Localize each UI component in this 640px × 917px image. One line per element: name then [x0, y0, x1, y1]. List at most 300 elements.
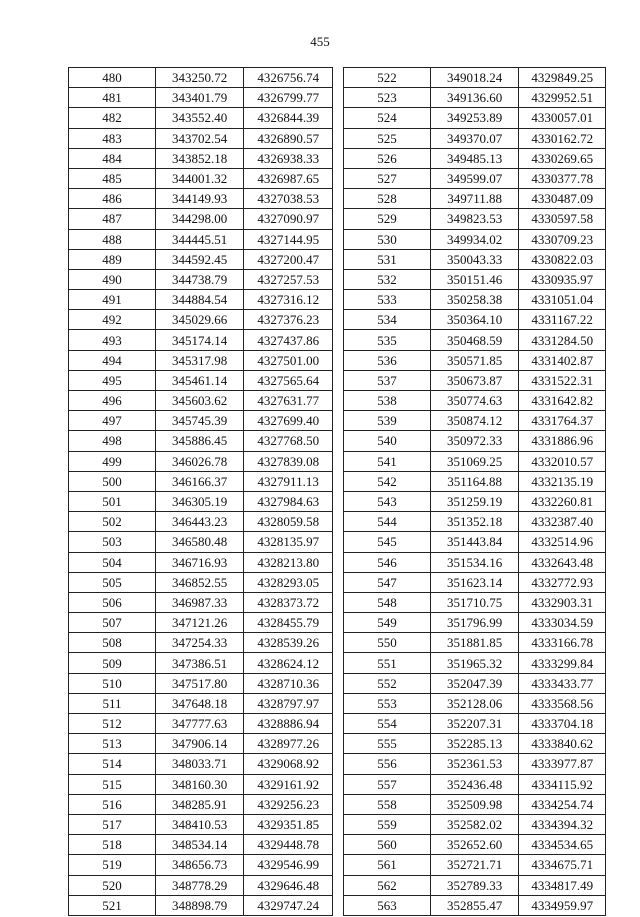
point-number-cell: 541 — [344, 451, 431, 471]
x-coordinate-cell: 348033.71 — [155, 754, 243, 774]
x-coordinate-cell: 351259.19 — [430, 491, 518, 511]
table-row — [69, 835, 333, 855]
y-coordinate-cell: 4328977.26 — [244, 734, 333, 754]
y-coordinate-cell: 4328213.80 — [244, 552, 333, 572]
x-coordinate-cell: 352285.13 — [430, 734, 518, 754]
point-number-cell: 496 — [69, 391, 156, 411]
y-coordinate-cell: 4330162.72 — [519, 128, 606, 148]
point-number-cell: 502 — [69, 512, 156, 532]
point-number-cell: 534 — [344, 310, 431, 330]
table-row — [69, 794, 333, 814]
table-row — [344, 148, 606, 168]
point-number-cell: 557 — [344, 774, 431, 794]
point-number-cell: 551 — [344, 653, 431, 673]
y-coordinate-cell: 4332643.48 — [519, 552, 606, 572]
y-coordinate-cell: 4327565.64 — [244, 370, 333, 390]
y-coordinate-cell: 4326756.74 — [244, 68, 333, 88]
table-row — [344, 128, 606, 148]
point-number-cell: 483 — [69, 128, 156, 148]
point-number-cell: 506 — [69, 592, 156, 612]
x-coordinate-cell: 350774.63 — [430, 391, 518, 411]
y-coordinate-cell: 4329161.92 — [244, 774, 333, 794]
x-coordinate-cell: 350972.33 — [430, 431, 518, 451]
x-coordinate-cell: 343401.79 — [155, 88, 243, 108]
y-coordinate-cell: 4329351.85 — [244, 814, 333, 834]
point-number-cell: 488 — [69, 229, 156, 249]
point-number-cell: 505 — [69, 572, 156, 592]
point-number-cell: 516 — [69, 794, 156, 814]
point-number-cell: 530 — [344, 229, 431, 249]
table-row — [344, 68, 606, 88]
x-coordinate-cell: 352436.48 — [430, 774, 518, 794]
x-coordinate-cell: 350258.38 — [430, 290, 518, 310]
y-coordinate-cell: 4331167.22 — [519, 310, 606, 330]
point-number-cell: 511 — [69, 693, 156, 713]
x-coordinate-cell: 347121.26 — [155, 613, 243, 633]
point-number-cell: 491 — [69, 290, 156, 310]
x-coordinate-cell: 345603.62 — [155, 391, 243, 411]
x-coordinate-cell: 345886.45 — [155, 431, 243, 451]
x-coordinate-cell: 344298.00 — [155, 209, 243, 229]
y-coordinate-cell: 4331886.96 — [519, 431, 606, 451]
x-coordinate-cell: 352361.53 — [430, 754, 518, 774]
y-coordinate-cell: 4330935.97 — [519, 269, 606, 289]
x-coordinate-cell: 344149.93 — [155, 189, 243, 209]
y-coordinate-cell: 4331642.82 — [519, 391, 606, 411]
x-coordinate-cell: 348534.14 — [155, 835, 243, 855]
table-row — [69, 88, 333, 108]
point-number-cell: 518 — [69, 835, 156, 855]
point-number-cell: 507 — [69, 613, 156, 633]
table-row — [344, 613, 606, 633]
point-number-cell: 560 — [344, 835, 431, 855]
table-row — [69, 653, 333, 673]
point-number-cell: 517 — [69, 814, 156, 834]
table-row — [69, 310, 333, 330]
y-coordinate-cell: 4333166.78 — [519, 633, 606, 653]
y-coordinate-cell: 4330709.23 — [519, 229, 606, 249]
point-number-cell: 555 — [344, 734, 431, 754]
point-number-cell: 509 — [69, 653, 156, 673]
x-coordinate-cell: 351443.84 — [430, 532, 518, 552]
y-coordinate-cell: 4334817.49 — [519, 875, 606, 895]
y-coordinate-cell: 4331522.31 — [519, 370, 606, 390]
table-row — [344, 471, 606, 491]
table-row — [344, 633, 606, 653]
table-row — [69, 411, 333, 431]
y-coordinate-cell: 4327257.53 — [244, 269, 333, 289]
y-coordinate-cell: 4334115.92 — [519, 774, 606, 794]
point-number-cell: 523 — [344, 88, 431, 108]
point-number-cell: 527 — [344, 168, 431, 188]
y-coordinate-cell: 4329448.78 — [244, 835, 333, 855]
y-coordinate-cell: 4327376.23 — [244, 310, 333, 330]
x-coordinate-cell: 347254.33 — [155, 633, 243, 653]
table-row — [344, 532, 606, 552]
x-coordinate-cell: 352047.39 — [430, 673, 518, 693]
point-number-cell: 544 — [344, 512, 431, 532]
y-coordinate-cell: 4331402.87 — [519, 350, 606, 370]
table-row — [344, 754, 606, 774]
y-coordinate-cell: 4327839.08 — [244, 451, 333, 471]
x-coordinate-cell: 349823.53 — [430, 209, 518, 229]
point-number-cell: 497 — [69, 411, 156, 431]
y-coordinate-cell: 4331051.04 — [519, 290, 606, 310]
x-coordinate-cell: 348410.53 — [155, 814, 243, 834]
x-coordinate-cell: 350571.85 — [430, 350, 518, 370]
y-coordinate-cell: 4329546.99 — [244, 855, 333, 875]
y-coordinate-cell: 4327200.47 — [244, 249, 333, 269]
y-coordinate-cell: 4329849.25 — [519, 68, 606, 88]
x-coordinate-cell: 343852.18 — [155, 148, 243, 168]
y-coordinate-cell: 4328710.36 — [244, 673, 333, 693]
table-row — [344, 229, 606, 249]
point-number-cell: 563 — [344, 895, 431, 915]
point-number-cell: 482 — [69, 108, 156, 128]
y-coordinate-cell: 4328797.97 — [244, 693, 333, 713]
x-coordinate-cell: 348160.30 — [155, 774, 243, 794]
table-row — [69, 572, 333, 592]
x-coordinate-cell: 352582.02 — [430, 814, 518, 834]
y-coordinate-cell: 4329646.48 — [244, 875, 333, 895]
table-row — [344, 370, 606, 390]
y-coordinate-cell: 4334534.65 — [519, 835, 606, 855]
y-coordinate-cell: 4332260.81 — [519, 491, 606, 511]
table-row — [69, 592, 333, 612]
point-number-cell: 552 — [344, 673, 431, 693]
table-row — [344, 794, 606, 814]
table-row — [344, 209, 606, 229]
x-coordinate-cell: 349711.88 — [430, 189, 518, 209]
table-row — [344, 108, 606, 128]
table-row — [69, 168, 333, 188]
x-coordinate-cell: 349599.07 — [430, 168, 518, 188]
x-coordinate-cell: 343552.40 — [155, 108, 243, 128]
x-coordinate-cell: 352652.60 — [430, 835, 518, 855]
y-coordinate-cell: 4334394.32 — [519, 814, 606, 834]
table-row — [344, 88, 606, 108]
table-row — [344, 895, 606, 915]
point-number-cell: 540 — [344, 431, 431, 451]
table-body-right — [344, 68, 606, 916]
point-number-cell: 490 — [69, 269, 156, 289]
point-number-cell: 524 — [344, 108, 431, 128]
table-row — [344, 290, 606, 310]
table-row — [344, 168, 606, 188]
x-coordinate-cell: 345029.66 — [155, 310, 243, 330]
y-coordinate-cell: 4330822.03 — [519, 249, 606, 269]
table-row — [344, 714, 606, 734]
point-number-cell: 514 — [69, 754, 156, 774]
table-row — [69, 774, 333, 794]
y-coordinate-cell: 4329068.92 — [244, 754, 333, 774]
x-coordinate-cell: 352855.47 — [430, 895, 518, 915]
x-coordinate-cell: 348898.79 — [155, 895, 243, 915]
point-number-cell: 495 — [69, 370, 156, 390]
table-row — [69, 189, 333, 209]
table-row — [69, 148, 333, 168]
coordinate-table-left — [68, 67, 333, 916]
table-row — [344, 330, 606, 350]
x-coordinate-cell: 351069.25 — [430, 451, 518, 471]
y-coordinate-cell: 4332514.96 — [519, 532, 606, 552]
point-number-cell: 480 — [69, 68, 156, 88]
table-row — [69, 391, 333, 411]
y-coordinate-cell: 4328135.97 — [244, 532, 333, 552]
y-coordinate-cell: 4328455.79 — [244, 613, 333, 633]
y-coordinate-cell: 4328886.94 — [244, 714, 333, 734]
point-number-cell: 554 — [344, 714, 431, 734]
point-number-cell: 559 — [344, 814, 431, 834]
x-coordinate-cell: 347517.80 — [155, 673, 243, 693]
table-row — [344, 491, 606, 511]
x-coordinate-cell: 346580.48 — [155, 532, 243, 552]
point-number-cell: 485 — [69, 168, 156, 188]
y-coordinate-cell: 4327501.00 — [244, 350, 333, 370]
table-row — [69, 330, 333, 350]
table-row — [344, 350, 606, 370]
x-coordinate-cell: 345745.39 — [155, 411, 243, 431]
x-coordinate-cell: 345461.14 — [155, 370, 243, 390]
point-number-cell: 499 — [69, 451, 156, 471]
x-coordinate-cell: 351164.88 — [430, 471, 518, 491]
point-number-cell: 535 — [344, 330, 431, 350]
x-coordinate-cell: 352721.71 — [430, 855, 518, 875]
x-coordinate-cell: 348656.73 — [155, 855, 243, 875]
table-row — [69, 451, 333, 471]
y-coordinate-cell: 4326890.57 — [244, 128, 333, 148]
x-coordinate-cell: 351623.14 — [430, 572, 518, 592]
table-row — [344, 189, 606, 209]
y-coordinate-cell: 4327911.13 — [244, 471, 333, 491]
point-number-cell: 513 — [69, 734, 156, 754]
table-row — [344, 249, 606, 269]
table-row — [344, 269, 606, 289]
y-coordinate-cell: 4330597.58 — [519, 209, 606, 229]
point-number-cell: 487 — [69, 209, 156, 229]
table-row — [344, 592, 606, 612]
y-coordinate-cell: 4327768.50 — [244, 431, 333, 451]
y-coordinate-cell: 4331284.50 — [519, 330, 606, 350]
point-number-cell: 532 — [344, 269, 431, 289]
point-number-cell: 556 — [344, 754, 431, 774]
point-number-cell: 484 — [69, 148, 156, 168]
x-coordinate-cell: 352789.33 — [430, 875, 518, 895]
table-row — [69, 68, 333, 88]
point-number-cell: 522 — [344, 68, 431, 88]
y-coordinate-cell: 4326799.77 — [244, 88, 333, 108]
table-row — [69, 209, 333, 229]
y-coordinate-cell: 4329747.24 — [244, 895, 333, 915]
table-row — [69, 290, 333, 310]
y-coordinate-cell: 4333704.18 — [519, 714, 606, 734]
table-row — [69, 108, 333, 128]
y-coordinate-cell: 4333433.77 — [519, 673, 606, 693]
x-coordinate-cell: 346443.23 — [155, 512, 243, 532]
point-number-cell: 549 — [344, 613, 431, 633]
y-coordinate-cell: 4326938.33 — [244, 148, 333, 168]
y-coordinate-cell: 4330487.09 — [519, 189, 606, 209]
y-coordinate-cell: 4333568.56 — [519, 693, 606, 713]
y-coordinate-cell: 4328293.05 — [244, 572, 333, 592]
table-row — [69, 552, 333, 572]
y-coordinate-cell: 4328624.12 — [244, 653, 333, 673]
point-number-cell: 542 — [344, 471, 431, 491]
x-coordinate-cell: 351534.16 — [430, 552, 518, 572]
table-row — [344, 411, 606, 431]
y-coordinate-cell: 4327038.53 — [244, 189, 333, 209]
point-number-cell: 520 — [69, 875, 156, 895]
x-coordinate-cell: 344592.45 — [155, 249, 243, 269]
table-row — [69, 895, 333, 915]
y-coordinate-cell: 4327437.86 — [244, 330, 333, 350]
y-coordinate-cell: 4326987.65 — [244, 168, 333, 188]
x-coordinate-cell: 350151.46 — [430, 269, 518, 289]
x-coordinate-cell: 349485.13 — [430, 148, 518, 168]
table-row — [69, 512, 333, 532]
x-coordinate-cell: 347906.14 — [155, 734, 243, 754]
x-coordinate-cell: 346305.19 — [155, 491, 243, 511]
point-number-cell: 489 — [69, 249, 156, 269]
table-row — [344, 693, 606, 713]
y-coordinate-cell: 4330269.65 — [519, 148, 606, 168]
y-coordinate-cell: 4328539.26 — [244, 633, 333, 653]
table-row — [344, 653, 606, 673]
table-row — [344, 814, 606, 834]
point-number-cell: 553 — [344, 693, 431, 713]
point-number-cell: 481 — [69, 88, 156, 108]
x-coordinate-cell: 349934.02 — [430, 229, 518, 249]
y-coordinate-cell: 4327984.63 — [244, 491, 333, 511]
point-number-cell: 561 — [344, 855, 431, 875]
table-row — [344, 552, 606, 572]
table-row — [69, 229, 333, 249]
y-coordinate-cell: 4331764.37 — [519, 411, 606, 431]
point-number-cell: 550 — [344, 633, 431, 653]
x-coordinate-cell: 350364.10 — [430, 310, 518, 330]
y-coordinate-cell: 4328373.72 — [244, 592, 333, 612]
x-coordinate-cell: 350043.33 — [430, 249, 518, 269]
table-row — [69, 491, 333, 511]
x-coordinate-cell: 349018.24 — [430, 68, 518, 88]
point-number-cell: 508 — [69, 633, 156, 653]
point-number-cell: 515 — [69, 774, 156, 794]
point-number-cell: 519 — [69, 855, 156, 875]
table-row — [69, 431, 333, 451]
table-row — [69, 350, 333, 370]
table-row — [69, 673, 333, 693]
point-number-cell: 512 — [69, 714, 156, 734]
table-row — [344, 431, 606, 451]
point-number-cell: 538 — [344, 391, 431, 411]
x-coordinate-cell: 346852.55 — [155, 572, 243, 592]
y-coordinate-cell: 4327316.12 — [244, 290, 333, 310]
table-row — [344, 875, 606, 895]
point-number-cell: 500 — [69, 471, 156, 491]
y-coordinate-cell: 4327631.77 — [244, 391, 333, 411]
point-number-cell: 501 — [69, 491, 156, 511]
x-coordinate-cell: 344738.79 — [155, 269, 243, 289]
point-number-cell: 498 — [69, 431, 156, 451]
x-coordinate-cell: 351352.18 — [430, 512, 518, 532]
y-coordinate-cell: 4333034.59 — [519, 613, 606, 633]
x-coordinate-cell: 345317.98 — [155, 350, 243, 370]
table-row — [69, 471, 333, 491]
y-coordinate-cell: 4327144.95 — [244, 229, 333, 249]
x-coordinate-cell: 351881.85 — [430, 633, 518, 653]
x-coordinate-cell: 349136.60 — [430, 88, 518, 108]
point-number-cell: 543 — [344, 491, 431, 511]
y-coordinate-cell: 4334254.74 — [519, 794, 606, 814]
x-coordinate-cell: 345174.14 — [155, 330, 243, 350]
y-coordinate-cell: 4326844.39 — [244, 108, 333, 128]
x-coordinate-cell: 344445.51 — [155, 229, 243, 249]
y-coordinate-cell: 4329952.51 — [519, 88, 606, 108]
point-number-cell: 504 — [69, 552, 156, 572]
x-coordinate-cell: 351710.75 — [430, 592, 518, 612]
table-body-left — [69, 68, 333, 916]
table-row — [69, 693, 333, 713]
y-coordinate-cell: 4330377.78 — [519, 168, 606, 188]
x-coordinate-cell: 351796.99 — [430, 613, 518, 633]
x-coordinate-cell: 347777.63 — [155, 714, 243, 734]
point-number-cell: 494 — [69, 350, 156, 370]
y-coordinate-cell: 4333299.84 — [519, 653, 606, 673]
x-coordinate-cell: 352128.06 — [430, 693, 518, 713]
point-number-cell: 528 — [344, 189, 431, 209]
y-coordinate-cell: 4332135.19 — [519, 471, 606, 491]
point-number-cell: 529 — [344, 209, 431, 229]
point-number-cell: 548 — [344, 592, 431, 612]
table-row — [344, 572, 606, 592]
point-number-cell: 493 — [69, 330, 156, 350]
point-number-cell: 531 — [344, 249, 431, 269]
y-coordinate-cell: 4332010.57 — [519, 451, 606, 471]
x-coordinate-cell: 346987.33 — [155, 592, 243, 612]
y-coordinate-cell: 4330057.01 — [519, 108, 606, 128]
point-number-cell: 521 — [69, 895, 156, 915]
point-number-cell: 546 — [344, 552, 431, 572]
table-row — [69, 875, 333, 895]
x-coordinate-cell: 352207.31 — [430, 714, 518, 734]
table-row — [69, 532, 333, 552]
x-coordinate-cell: 348285.91 — [155, 794, 243, 814]
table-row — [69, 714, 333, 734]
y-coordinate-cell: 4333840.62 — [519, 734, 606, 754]
x-coordinate-cell: 350468.59 — [430, 330, 518, 350]
table-row — [69, 128, 333, 148]
x-coordinate-cell: 350874.12 — [430, 411, 518, 431]
y-coordinate-cell: 4327090.97 — [244, 209, 333, 229]
x-coordinate-cell: 352509.98 — [430, 794, 518, 814]
table-row — [344, 673, 606, 693]
y-coordinate-cell: 4332387.40 — [519, 512, 606, 532]
x-coordinate-cell: 347648.18 — [155, 693, 243, 713]
x-coordinate-cell: 348778.29 — [155, 875, 243, 895]
point-number-cell: 525 — [344, 128, 431, 148]
y-coordinate-cell: 4328059.58 — [244, 512, 333, 532]
point-number-cell: 486 — [69, 189, 156, 209]
table-row — [344, 835, 606, 855]
x-coordinate-cell: 346716.93 — [155, 552, 243, 572]
y-coordinate-cell: 4332772.93 — [519, 572, 606, 592]
x-coordinate-cell: 346026.78 — [155, 451, 243, 471]
x-coordinate-cell: 343702.54 — [155, 128, 243, 148]
x-coordinate-cell: 349370.07 — [430, 128, 518, 148]
table-row — [69, 633, 333, 653]
table-row — [344, 391, 606, 411]
x-coordinate-cell: 346166.37 — [155, 471, 243, 491]
